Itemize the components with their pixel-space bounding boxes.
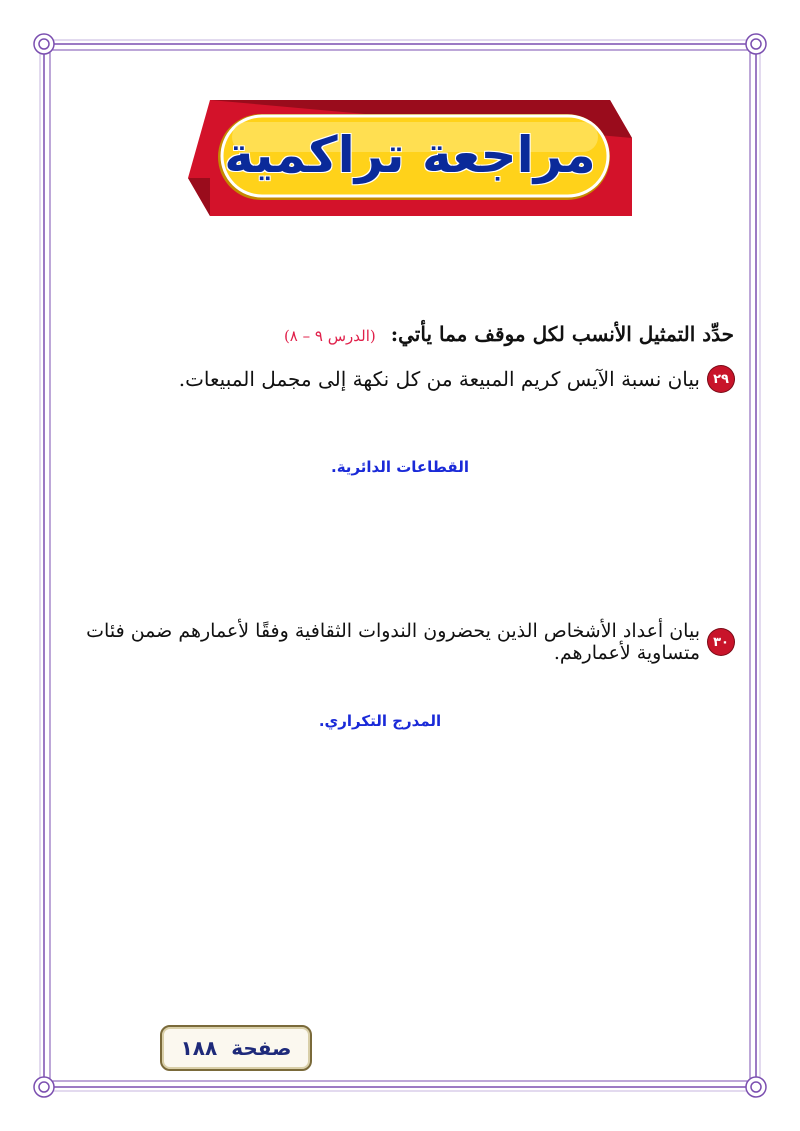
question-29 [34,366,734,392]
question-number-badge: ٢٩ [708,366,734,392]
page-number-box [160,1025,312,1071]
page-number: ١٨٨ [180,1036,218,1060]
answer-30: المدرج التكراري. [318,712,442,730]
page-label: صفحة [231,1036,292,1060]
question-text: بيان نسبة الآيس كريم المبيعة من كل نكهة إلى مجمل المبيعات. [178,367,700,391]
question-number-badge: ٣٠ [708,629,734,655]
title-banner [180,98,640,220]
page-title: مراجعة تراكمية [224,126,596,184]
question-30 [34,620,734,664]
instruction [74,322,734,346]
answer-29: القطاعات الدائرية. [331,458,469,476]
question-text: بيان أعداد الأشخاص الذين يحضرون الندوات الثقافية وفقًا لأعمارهم ضمن فئات متساوية لأعمارهم. [86,620,700,664]
lesson-reference: (الدرس ٩ – ٨) [283,327,376,345]
instruction-text: حدِّد التمثيل الأنسب لكل موقف مما يأتي: [390,322,734,346]
